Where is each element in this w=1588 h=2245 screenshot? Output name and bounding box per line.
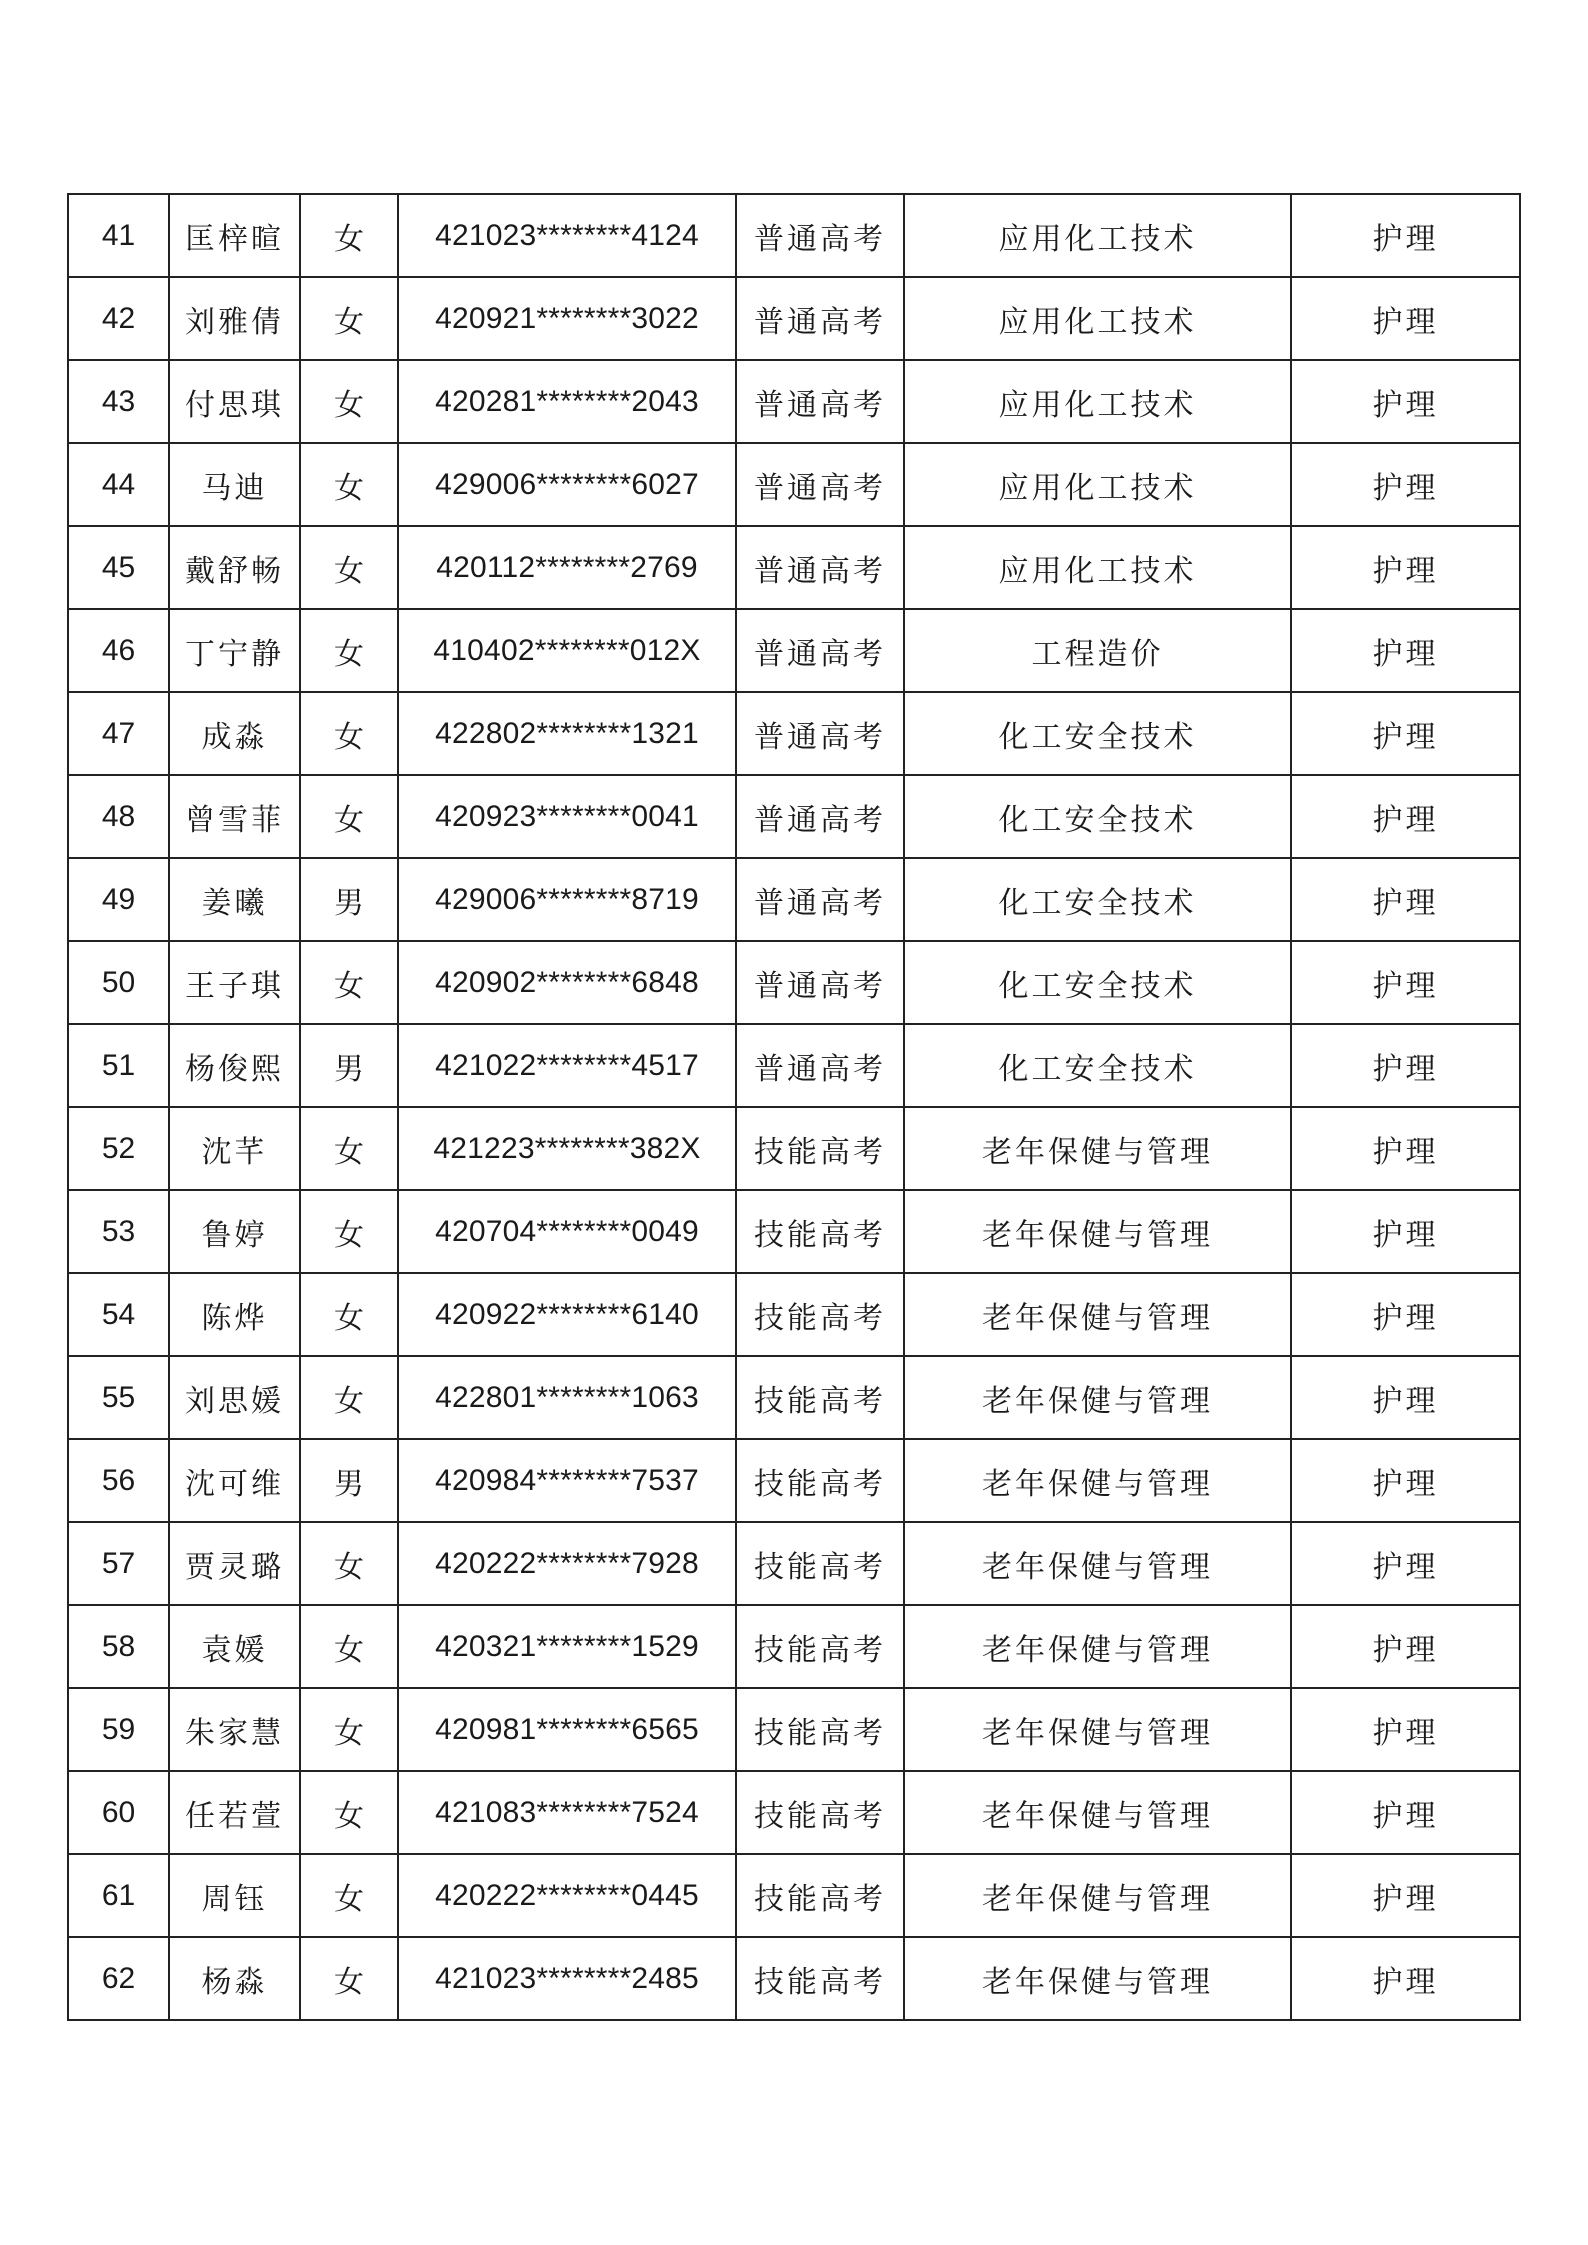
exam-type-cell: 普通高考 xyxy=(736,858,904,941)
id-number-cell: 421023********4124 xyxy=(398,194,736,277)
gender-cell: 女 xyxy=(300,1190,398,1273)
table-row xyxy=(68,1854,1520,1937)
original-major-cell: 老年保健与管理 xyxy=(904,1771,1291,1854)
original-major-cell: 应用化工技术 xyxy=(904,277,1291,360)
gender-cell: 女 xyxy=(300,775,398,858)
exam-type-cell: 普通高考 xyxy=(736,443,904,526)
exam-type-cell: 普通高考 xyxy=(736,609,904,692)
exam-type-cell: 技能高考 xyxy=(736,1107,904,1190)
new-major-cell: 护理 xyxy=(1291,1771,1520,1854)
gender-cell: 女 xyxy=(300,609,398,692)
id-number-cell: 421083********7524 xyxy=(398,1771,736,1854)
table-row xyxy=(68,194,1520,277)
id-number-cell: 420981********6565 xyxy=(398,1688,736,1771)
student-name-cell: 杨俊熙 xyxy=(169,1024,300,1107)
gender-cell: 女 xyxy=(300,360,398,443)
new-major-cell: 护理 xyxy=(1291,443,1520,526)
id-number-cell: 422802********1321 xyxy=(398,692,736,775)
original-major-cell: 化工安全技术 xyxy=(904,1024,1291,1107)
original-major-cell: 老年保健与管理 xyxy=(904,1107,1291,1190)
original-major-cell: 化工安全技术 xyxy=(904,692,1291,775)
id-number-cell: 420902********6848 xyxy=(398,941,736,1024)
new-major-cell: 护理 xyxy=(1291,1439,1520,1522)
table-row xyxy=(68,1107,1520,1190)
gender-cell: 女 xyxy=(300,443,398,526)
original-major-cell: 老年保健与管理 xyxy=(904,1439,1291,1522)
new-major-cell: 护理 xyxy=(1291,1854,1520,1937)
gender-cell: 女 xyxy=(300,1356,398,1439)
row-number-cell: 51 xyxy=(68,1024,169,1107)
new-major-cell: 护理 xyxy=(1291,1273,1520,1356)
row-number-cell: 47 xyxy=(68,692,169,775)
id-number-cell: 420222********0445 xyxy=(398,1854,736,1937)
row-number-cell: 53 xyxy=(68,1190,169,1273)
id-number-cell: 422801********1063 xyxy=(398,1356,736,1439)
row-number-cell: 50 xyxy=(68,941,169,1024)
student-name-cell: 匡梓暄 xyxy=(169,194,300,277)
new-major-cell: 护理 xyxy=(1291,1024,1520,1107)
student-name-cell: 周钰 xyxy=(169,1854,300,1937)
gender-cell: 女 xyxy=(300,1273,398,1356)
exam-type-cell: 技能高考 xyxy=(736,1937,904,2020)
row-number-cell: 61 xyxy=(68,1854,169,1937)
id-number-cell: 410402********012X xyxy=(398,609,736,692)
student-name-cell: 朱家慧 xyxy=(169,1688,300,1771)
gender-cell: 男 xyxy=(300,1439,398,1522)
table-row xyxy=(68,1024,1520,1107)
gender-cell: 女 xyxy=(300,1605,398,1688)
gender-cell: 女 xyxy=(300,1522,398,1605)
new-major-cell: 护理 xyxy=(1291,1356,1520,1439)
exam-type-cell: 技能高考 xyxy=(736,1439,904,1522)
table-row xyxy=(68,941,1520,1024)
new-major-cell: 护理 xyxy=(1291,692,1520,775)
gender-cell: 女 xyxy=(300,692,398,775)
gender-cell: 女 xyxy=(300,1771,398,1854)
new-major-cell: 护理 xyxy=(1291,526,1520,609)
table-row xyxy=(68,277,1520,360)
id-number-cell: 421023********2485 xyxy=(398,1937,736,2020)
table-row xyxy=(68,775,1520,858)
new-major-cell: 护理 xyxy=(1291,1937,1520,2020)
row-number-cell: 55 xyxy=(68,1356,169,1439)
gender-cell: 男 xyxy=(300,858,398,941)
new-major-cell: 护理 xyxy=(1291,775,1520,858)
table-row xyxy=(68,1273,1520,1356)
id-number-cell: 420704********0049 xyxy=(398,1190,736,1273)
original-major-cell: 老年保健与管理 xyxy=(904,1522,1291,1605)
row-number-cell: 43 xyxy=(68,360,169,443)
row-number-cell: 49 xyxy=(68,858,169,941)
row-number-cell: 46 xyxy=(68,609,169,692)
original-major-cell: 老年保健与管理 xyxy=(904,1605,1291,1688)
exam-type-cell: 普通高考 xyxy=(736,775,904,858)
original-major-cell: 老年保健与管理 xyxy=(904,1190,1291,1273)
gender-cell: 女 xyxy=(300,1688,398,1771)
student-name-cell: 袁媛 xyxy=(169,1605,300,1688)
exam-type-cell: 技能高考 xyxy=(736,1190,904,1273)
roster-body xyxy=(68,194,1520,2020)
id-number-cell: 421022********4517 xyxy=(398,1024,736,1107)
student-name-cell: 曾雪菲 xyxy=(169,775,300,858)
new-major-cell: 护理 xyxy=(1291,858,1520,941)
id-number-cell: 429006********8719 xyxy=(398,858,736,941)
student-name-cell: 鲁婷 xyxy=(169,1190,300,1273)
student-name-cell: 任若萱 xyxy=(169,1771,300,1854)
gender-cell: 女 xyxy=(300,526,398,609)
student-name-cell: 沈芊 xyxy=(169,1107,300,1190)
student-name-cell: 成淼 xyxy=(169,692,300,775)
new-major-cell: 护理 xyxy=(1291,1107,1520,1190)
student-name-cell: 戴舒畅 xyxy=(169,526,300,609)
student-name-cell: 付思琪 xyxy=(169,360,300,443)
original-major-cell: 应用化工技术 xyxy=(904,526,1291,609)
id-number-cell: 420921********3022 xyxy=(398,277,736,360)
exam-type-cell: 技能高考 xyxy=(736,1522,904,1605)
student-name-cell: 姜曦 xyxy=(169,858,300,941)
original-major-cell: 化工安全技术 xyxy=(904,775,1291,858)
original-major-cell: 老年保健与管理 xyxy=(904,1688,1291,1771)
original-major-cell: 应用化工技术 xyxy=(904,360,1291,443)
row-number-cell: 44 xyxy=(68,443,169,526)
row-number-cell: 42 xyxy=(68,277,169,360)
new-major-cell: 护理 xyxy=(1291,360,1520,443)
original-major-cell: 化工安全技术 xyxy=(904,941,1291,1024)
new-major-cell: 护理 xyxy=(1291,194,1520,277)
table-row xyxy=(68,1522,1520,1605)
student-roster-table xyxy=(67,193,1521,2021)
exam-type-cell: 普通高考 xyxy=(736,526,904,609)
row-number-cell: 62 xyxy=(68,1937,169,2020)
gender-cell: 女 xyxy=(300,1854,398,1937)
row-number-cell: 52 xyxy=(68,1107,169,1190)
table-row xyxy=(68,1937,1520,2020)
exam-type-cell: 普通高考 xyxy=(736,277,904,360)
original-major-cell: 老年保健与管理 xyxy=(904,1937,1291,2020)
row-number-cell: 60 xyxy=(68,1771,169,1854)
exam-type-cell: 技能高考 xyxy=(736,1605,904,1688)
id-number-cell: 420321********1529 xyxy=(398,1605,736,1688)
exam-type-cell: 普通高考 xyxy=(736,360,904,443)
table-row xyxy=(68,1605,1520,1688)
new-major-cell: 护理 xyxy=(1291,277,1520,360)
student-name-cell: 贾灵璐 xyxy=(169,1522,300,1605)
gender-cell: 女 xyxy=(300,194,398,277)
student-name-cell: 刘思媛 xyxy=(169,1356,300,1439)
student-name-cell: 王子琪 xyxy=(169,941,300,1024)
id-number-cell: 420922********6140 xyxy=(398,1273,736,1356)
original-major-cell: 应用化工技术 xyxy=(904,443,1291,526)
gender-cell: 男 xyxy=(300,1024,398,1107)
original-major-cell: 老年保健与管理 xyxy=(904,1273,1291,1356)
id-number-cell: 420984********7537 xyxy=(398,1439,736,1522)
exam-type-cell: 技能高考 xyxy=(736,1771,904,1854)
student-name-cell: 刘雅倩 xyxy=(169,277,300,360)
table-row xyxy=(68,1688,1520,1771)
new-major-cell: 护理 xyxy=(1291,1190,1520,1273)
id-number-cell: 420222********7928 xyxy=(398,1522,736,1605)
original-major-cell: 老年保健与管理 xyxy=(904,1356,1291,1439)
student-name-cell: 马迪 xyxy=(169,443,300,526)
table-row xyxy=(68,360,1520,443)
gender-cell: 女 xyxy=(300,1937,398,2020)
exam-type-cell: 技能高考 xyxy=(736,1688,904,1771)
gender-cell: 女 xyxy=(300,277,398,360)
table-row xyxy=(68,443,1520,526)
student-name-cell: 丁宁静 xyxy=(169,609,300,692)
original-major-cell: 应用化工技术 xyxy=(904,194,1291,277)
table-row xyxy=(68,858,1520,941)
original-major-cell: 化工安全技术 xyxy=(904,858,1291,941)
new-major-cell: 护理 xyxy=(1291,1688,1520,1771)
row-number-cell: 54 xyxy=(68,1273,169,1356)
id-number-cell: 420112********2769 xyxy=(398,526,736,609)
exam-type-cell: 技能高考 xyxy=(736,1854,904,1937)
row-number-cell: 57 xyxy=(68,1522,169,1605)
exam-type-cell: 技能高考 xyxy=(736,1356,904,1439)
table-row xyxy=(68,1439,1520,1522)
exam-type-cell: 普通高考 xyxy=(736,194,904,277)
student-name-cell: 杨淼 xyxy=(169,1937,300,2020)
gender-cell: 女 xyxy=(300,1107,398,1190)
table-row xyxy=(68,1356,1520,1439)
table-row xyxy=(68,1771,1520,1854)
id-number-cell: 429006********6027 xyxy=(398,443,736,526)
new-major-cell: 护理 xyxy=(1291,1522,1520,1605)
table-row xyxy=(68,526,1520,609)
table-row xyxy=(68,1190,1520,1273)
table-row xyxy=(68,609,1520,692)
row-number-cell: 56 xyxy=(68,1439,169,1522)
id-number-cell: 420281********2043 xyxy=(398,360,736,443)
student-name-cell: 沈可维 xyxy=(169,1439,300,1522)
exam-type-cell: 普通高考 xyxy=(736,692,904,775)
row-number-cell: 58 xyxy=(68,1605,169,1688)
id-number-cell: 421223********382X xyxy=(398,1107,736,1190)
row-number-cell: 45 xyxy=(68,526,169,609)
id-number-cell: 420923********0041 xyxy=(398,775,736,858)
student-name-cell: 陈烨 xyxy=(169,1273,300,1356)
gender-cell: 女 xyxy=(300,941,398,1024)
new-major-cell: 护理 xyxy=(1291,941,1520,1024)
row-number-cell: 59 xyxy=(68,1688,169,1771)
new-major-cell: 护理 xyxy=(1291,1605,1520,1688)
exam-type-cell: 普通高考 xyxy=(736,1024,904,1107)
original-major-cell: 工程造价 xyxy=(904,609,1291,692)
table-row xyxy=(68,692,1520,775)
row-number-cell: 41 xyxy=(68,194,169,277)
exam-type-cell: 技能高考 xyxy=(736,1273,904,1356)
new-major-cell: 护理 xyxy=(1291,609,1520,692)
original-major-cell: 老年保健与管理 xyxy=(904,1854,1291,1937)
row-number-cell: 48 xyxy=(68,775,169,858)
exam-type-cell: 普通高考 xyxy=(736,941,904,1024)
